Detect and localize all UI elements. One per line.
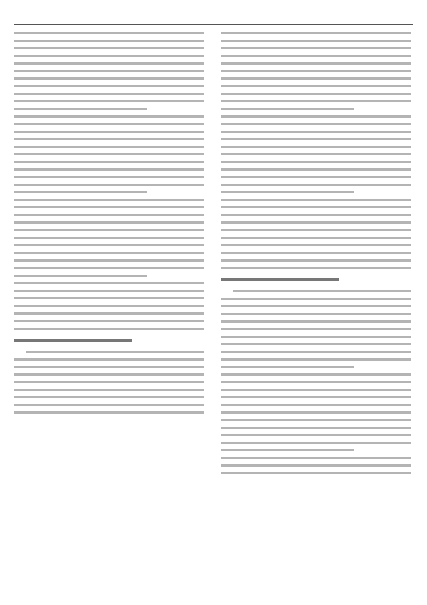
running-head: [14, 10, 413, 22]
text-line: [221, 442, 411, 444]
text-line: [14, 411, 204, 413]
text-line: [221, 351, 411, 353]
text-line: [221, 449, 354, 451]
text-line: [221, 55, 411, 57]
header-rule: [14, 24, 413, 25]
text-line: [221, 244, 411, 246]
text-line: [14, 153, 204, 155]
text-line: [14, 328, 204, 330]
text-line: [221, 85, 411, 87]
text-line: [14, 100, 204, 102]
text-line: [221, 343, 411, 345]
text-line: [14, 267, 204, 269]
text-line: [221, 373, 411, 375]
text-line: [14, 305, 204, 307]
text-line: [14, 290, 204, 292]
text-line: [14, 358, 204, 360]
text-line: [221, 336, 411, 338]
text-line: [14, 108, 147, 110]
text-line: [14, 396, 204, 398]
text-line: [26, 351, 204, 353]
text-line: [14, 320, 204, 322]
text-line: [221, 161, 411, 163]
text-line: [221, 153, 411, 155]
text-line: [14, 389, 204, 391]
text-line: [14, 282, 204, 284]
text-line: [221, 419, 411, 421]
text-line: [221, 381, 411, 383]
text-line: [14, 168, 204, 170]
text-line: [14, 77, 204, 79]
text-line: [14, 404, 204, 406]
text-line: [221, 313, 411, 315]
section-heading: [221, 278, 339, 281]
text-line: [14, 275, 147, 277]
text-line: [221, 404, 411, 406]
text-line: [221, 411, 411, 413]
text-line: [14, 32, 204, 34]
text-line: [221, 358, 411, 360]
text-line: [221, 115, 411, 117]
text-line: [14, 184, 204, 186]
text-line: [221, 214, 411, 216]
text-line: [14, 93, 204, 95]
right-column: [221, 32, 411, 591]
text-line: [221, 252, 411, 254]
text-line: [221, 206, 411, 208]
text-line: [221, 366, 354, 368]
text-line: [14, 62, 204, 64]
text-line: [14, 381, 204, 383]
text-line: [14, 191, 147, 193]
text-line: [221, 320, 411, 322]
text-line: [221, 396, 411, 398]
text-line: [14, 55, 204, 57]
text-line: [14, 161, 204, 163]
text-line: [14, 366, 204, 368]
text-line: [221, 464, 411, 466]
text-line: [14, 70, 204, 72]
text-line: [221, 93, 411, 95]
text-line: [221, 221, 411, 223]
text-line: [221, 434, 411, 436]
text-line: [221, 40, 411, 42]
left-column: [14, 32, 204, 591]
text-line: [221, 472, 411, 474]
text-line: [221, 199, 411, 201]
text-line: [14, 176, 204, 178]
text-line: [221, 77, 411, 79]
text-line: [14, 40, 204, 42]
text-line: [14, 259, 204, 261]
text-line: [14, 312, 204, 314]
text-line: [221, 305, 411, 307]
text-line: [221, 229, 411, 231]
text-line: [221, 108, 354, 110]
text-line: [14, 373, 204, 375]
text-line: [221, 191, 354, 193]
text-line: [221, 100, 411, 102]
text-line: [14, 252, 204, 254]
text-line: [14, 221, 204, 223]
text-line: [221, 237, 411, 239]
text-line: [221, 267, 411, 269]
text-line: [221, 32, 411, 34]
text-line: [221, 70, 411, 72]
text-line: [221, 47, 411, 49]
text-line: [14, 297, 204, 299]
text-line: [221, 131, 411, 133]
text-line: [14, 146, 204, 148]
text-line: [221, 427, 411, 429]
text-line: [14, 214, 204, 216]
text-line: [14, 237, 204, 239]
text-line: [221, 168, 411, 170]
text-line: [14, 115, 204, 117]
text-line: [221, 259, 411, 261]
text-line: [221, 328, 411, 330]
text-line: [14, 47, 204, 49]
text-line: [14, 244, 204, 246]
text-line: [221, 389, 411, 391]
text-line: [221, 298, 411, 300]
text-line: [221, 62, 411, 64]
text-line: [14, 85, 204, 87]
text-line: [221, 123, 411, 125]
text-line: [233, 290, 411, 292]
text-line: [14, 123, 204, 125]
text-line: [14, 199, 204, 201]
text-line: [221, 184, 411, 186]
text-line: [221, 138, 411, 140]
section-heading: [14, 339, 132, 342]
text-line: [221, 176, 411, 178]
text-line: [221, 457, 411, 459]
text-line: [14, 138, 204, 140]
text-line: [14, 206, 204, 208]
text-line: [14, 229, 204, 231]
text-line: [14, 131, 204, 133]
text-line: [221, 146, 411, 148]
